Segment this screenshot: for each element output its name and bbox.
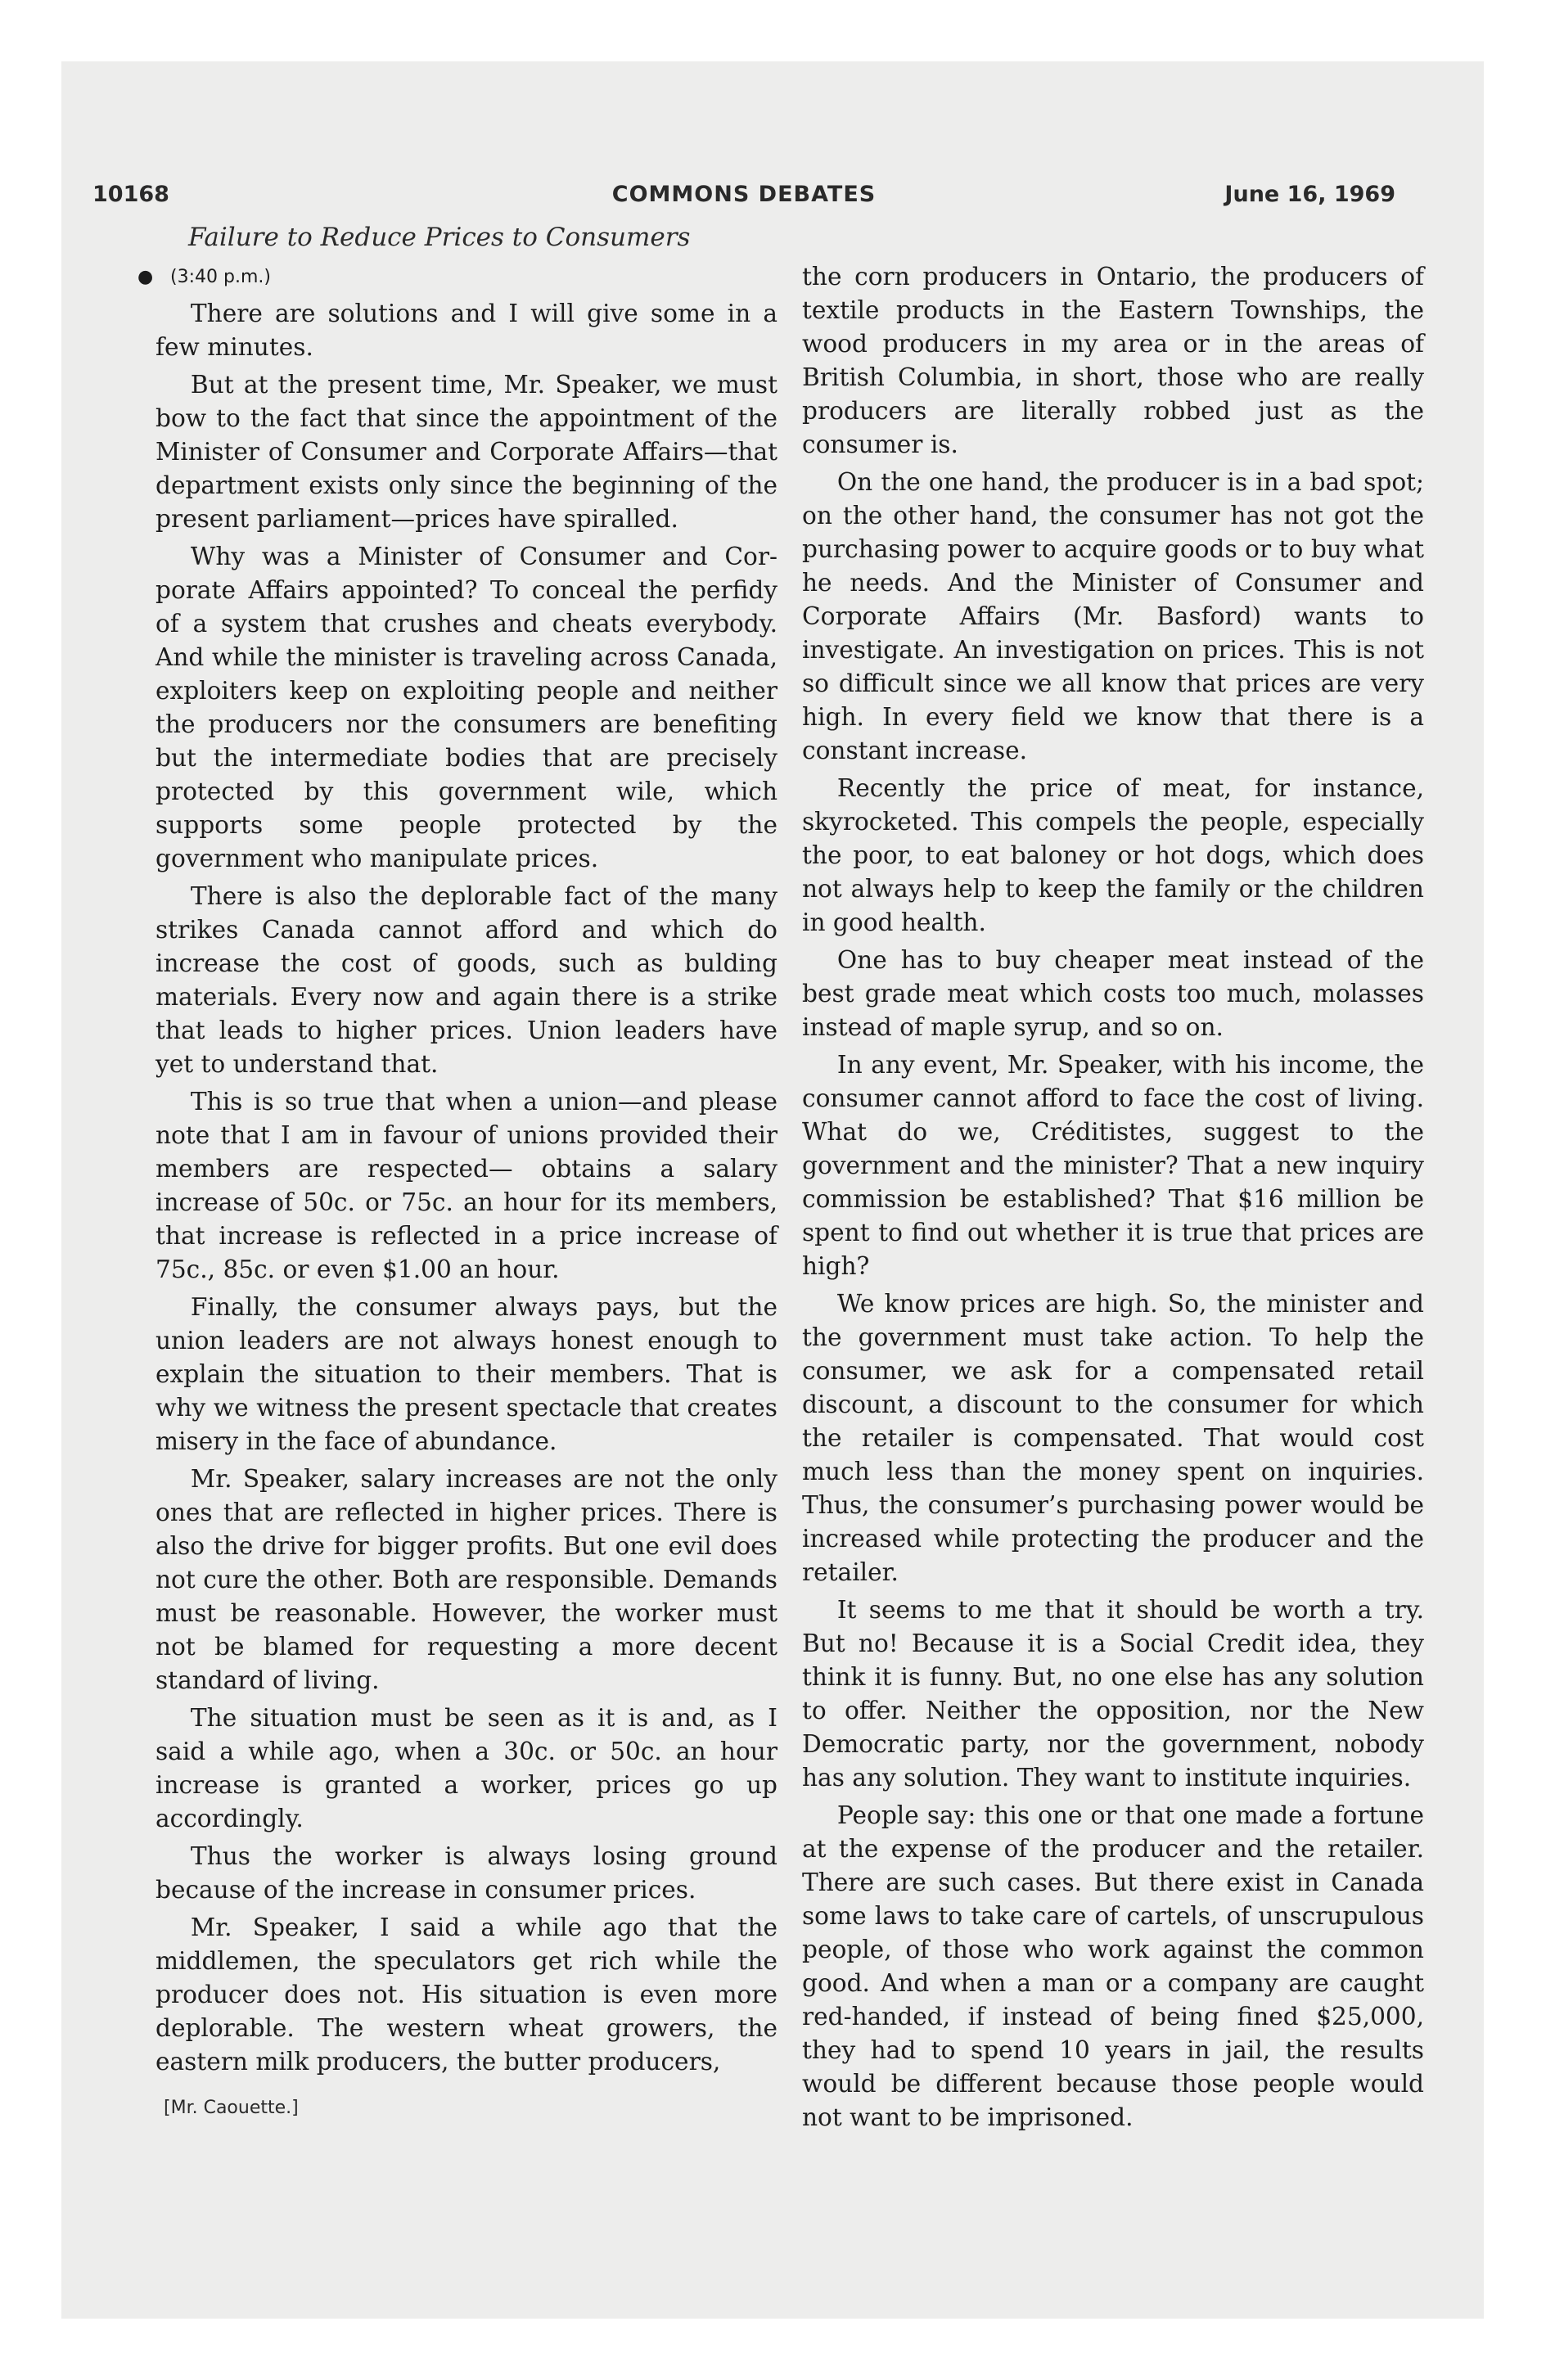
- paragraph: Why was a Minister of Consumer and Corporate Affairs appointed? To conceal the perfidy of a system that crushes and cheats everybody. And while the minister is traveling across Canada, exploiters keep on exploiting people and neither the producers nor the consumers are benefiting but the intermediate bodies that are precisely protected by this government wile, which supports some people protected by the government who manipulate prices.: [156, 543, 778, 872]
- paragraph: Thus the worker is always losing ground because of the increase in consumer prices.: [156, 1842, 778, 1904]
- paragraph: the corn producers in Ontario, the producers of textile products in the Eastern Townships, the wood producers in my area or in the areas of British Columbia, in short, those who are really producers are literally robbed just as the consumer is.: [802, 263, 1424, 458]
- paragraph: One has to buy cheaper meat instead of the best grade meat which costs too much, molasses instead of maple syrup, and so on.: [802, 946, 1424, 1041]
- paragraph: People say: this one or that one made a fortune at the expense of the producer and the retailer. There are such cases. But there exist in Canada some laws to take care of cartels, of unscrupulous people, of those who work against the common good. And when a man or a company are caught red-handed, if instead of being fined $25,000, they had to spend 10 years in jail, the results would be different because those people would not want to be imprisoned.: [802, 1801, 1424, 2131]
- right-column: [802, 260, 1424, 2139]
- left-column: [137, 260, 778, 2083]
- paragraph: There is also the deplorable fact of the many strikes Canada cannot afford and which do increase the cost of goods, such as bulding materials. Every now and again there is a strike that leads to higher prices. Union leaders have yet to understand that.: [156, 882, 778, 1078]
- page-number: 10168: [92, 182, 169, 207]
- paragraph: In any event, Mr. Speaker, with his income, the consumer cannot afford to face the cost of living. What do we, Créditistes, suggest to the government and the minister? That a new inquiry commission be established? That $16 million be spent to find out whether it is true that prices are high?: [802, 1051, 1424, 1280]
- timestamp-text: (3:40 p.m.): [170, 267, 271, 287]
- bullet-icon: ●: [137, 267, 154, 287]
- paragraph: Recently the price of meat, for instance, skyrocketed. This compels the people, especially the poor, to eat baloney or hot dogs, which does not always help to keep the family or the children in good health.: [802, 774, 1424, 936]
- speaker-attribution: [Mr. Caouette.]: [164, 2098, 299, 2118]
- page-date: June 16, 1969: [1224, 182, 1395, 207]
- paragraph: Mr. Speaker, I said a while ago that the middlemen, the speculators get rich while the producer does not. His situation is even more deplorable. The western wheat growers, the eastern milk producers, the butter producers,: [156, 1913, 778, 2076]
- running-header: [92, 182, 1395, 214]
- subject-heading: Failure to Reduce Prices to Consumers: [188, 223, 691, 252]
- paragraph: It seems to me that it should be worth a try. But no! Because it is a Social Credit idea, they think it is funny. But, no one else has any solution to offer. Neither the opposition, nor the New Democratic party, nor the government, nobody has any solution. They want to institute inquiries.: [802, 1596, 1424, 1792]
- paragraph: Finally, the consumer always pays, but the union leaders are not always honest enough to explain the situation to their members. That is why we witness the present spectacle that creates misery in the face of abundance.: [156, 1293, 778, 1455]
- paragraph: We know prices are high. So, the minister and the government must take action. To help the consumer, we ask for a compensated retail discount, a discount to the consumer for which the retailer is compensated. That would cost much less than the money spent on inquiries. Thus, the consumer’s purchasing power would be increased while protecting the producer and the retailer.: [802, 1290, 1424, 1586]
- paragraph: This is so true that when a union—and please note that I am in favour of unions provided their members are respected— obtains a salary increase of 50c. or 75c. an hour for its members, that increase is reflected in a price increase of 75c., 85c. or even $1.00 an hour.: [156, 1088, 778, 1283]
- paragraph: Mr. Speaker, salary increases are not the only ones that are reflected in higher prices. There is also the drive for bigger profits. But one evil does not cure the other. Both are responsible. Demands must be reasonable. However, the worker must not be blamed for requesting a more decent standard of living.: [156, 1465, 778, 1694]
- paragraph: The situation must be seen as it is and, as I said a while ago, when a 30c. or 50c. an hour increase is granted a worker, prices go up accordingly.: [156, 1704, 778, 1832]
- paragraph: But at the present time, Mr. Speaker, we must bow to the fact that since the appointment of the Minister of Consumer and Corporate Affairs—that department exists only since the beginning of the present parliament—prices have spiralled.: [156, 371, 778, 533]
- paragraph: There are solutions and I will give some in a few minutes.: [156, 300, 778, 361]
- paragraph: On the one hand, the producer is in a bad spot; on the other hand, the consumer has not got the purchasing power to acquire goods or to buy what he needs. And the Minister of Consumer and Corporate Affairs (Mr. Basford) wants to investigate. An investigation on prices. This is not so difficult since we all know that prices are very high. In every field we know that there is a constant increase.: [802, 468, 1424, 764]
- timestamp: [137, 260, 778, 294]
- publication-title: COMMONS DEBATES: [611, 182, 877, 207]
